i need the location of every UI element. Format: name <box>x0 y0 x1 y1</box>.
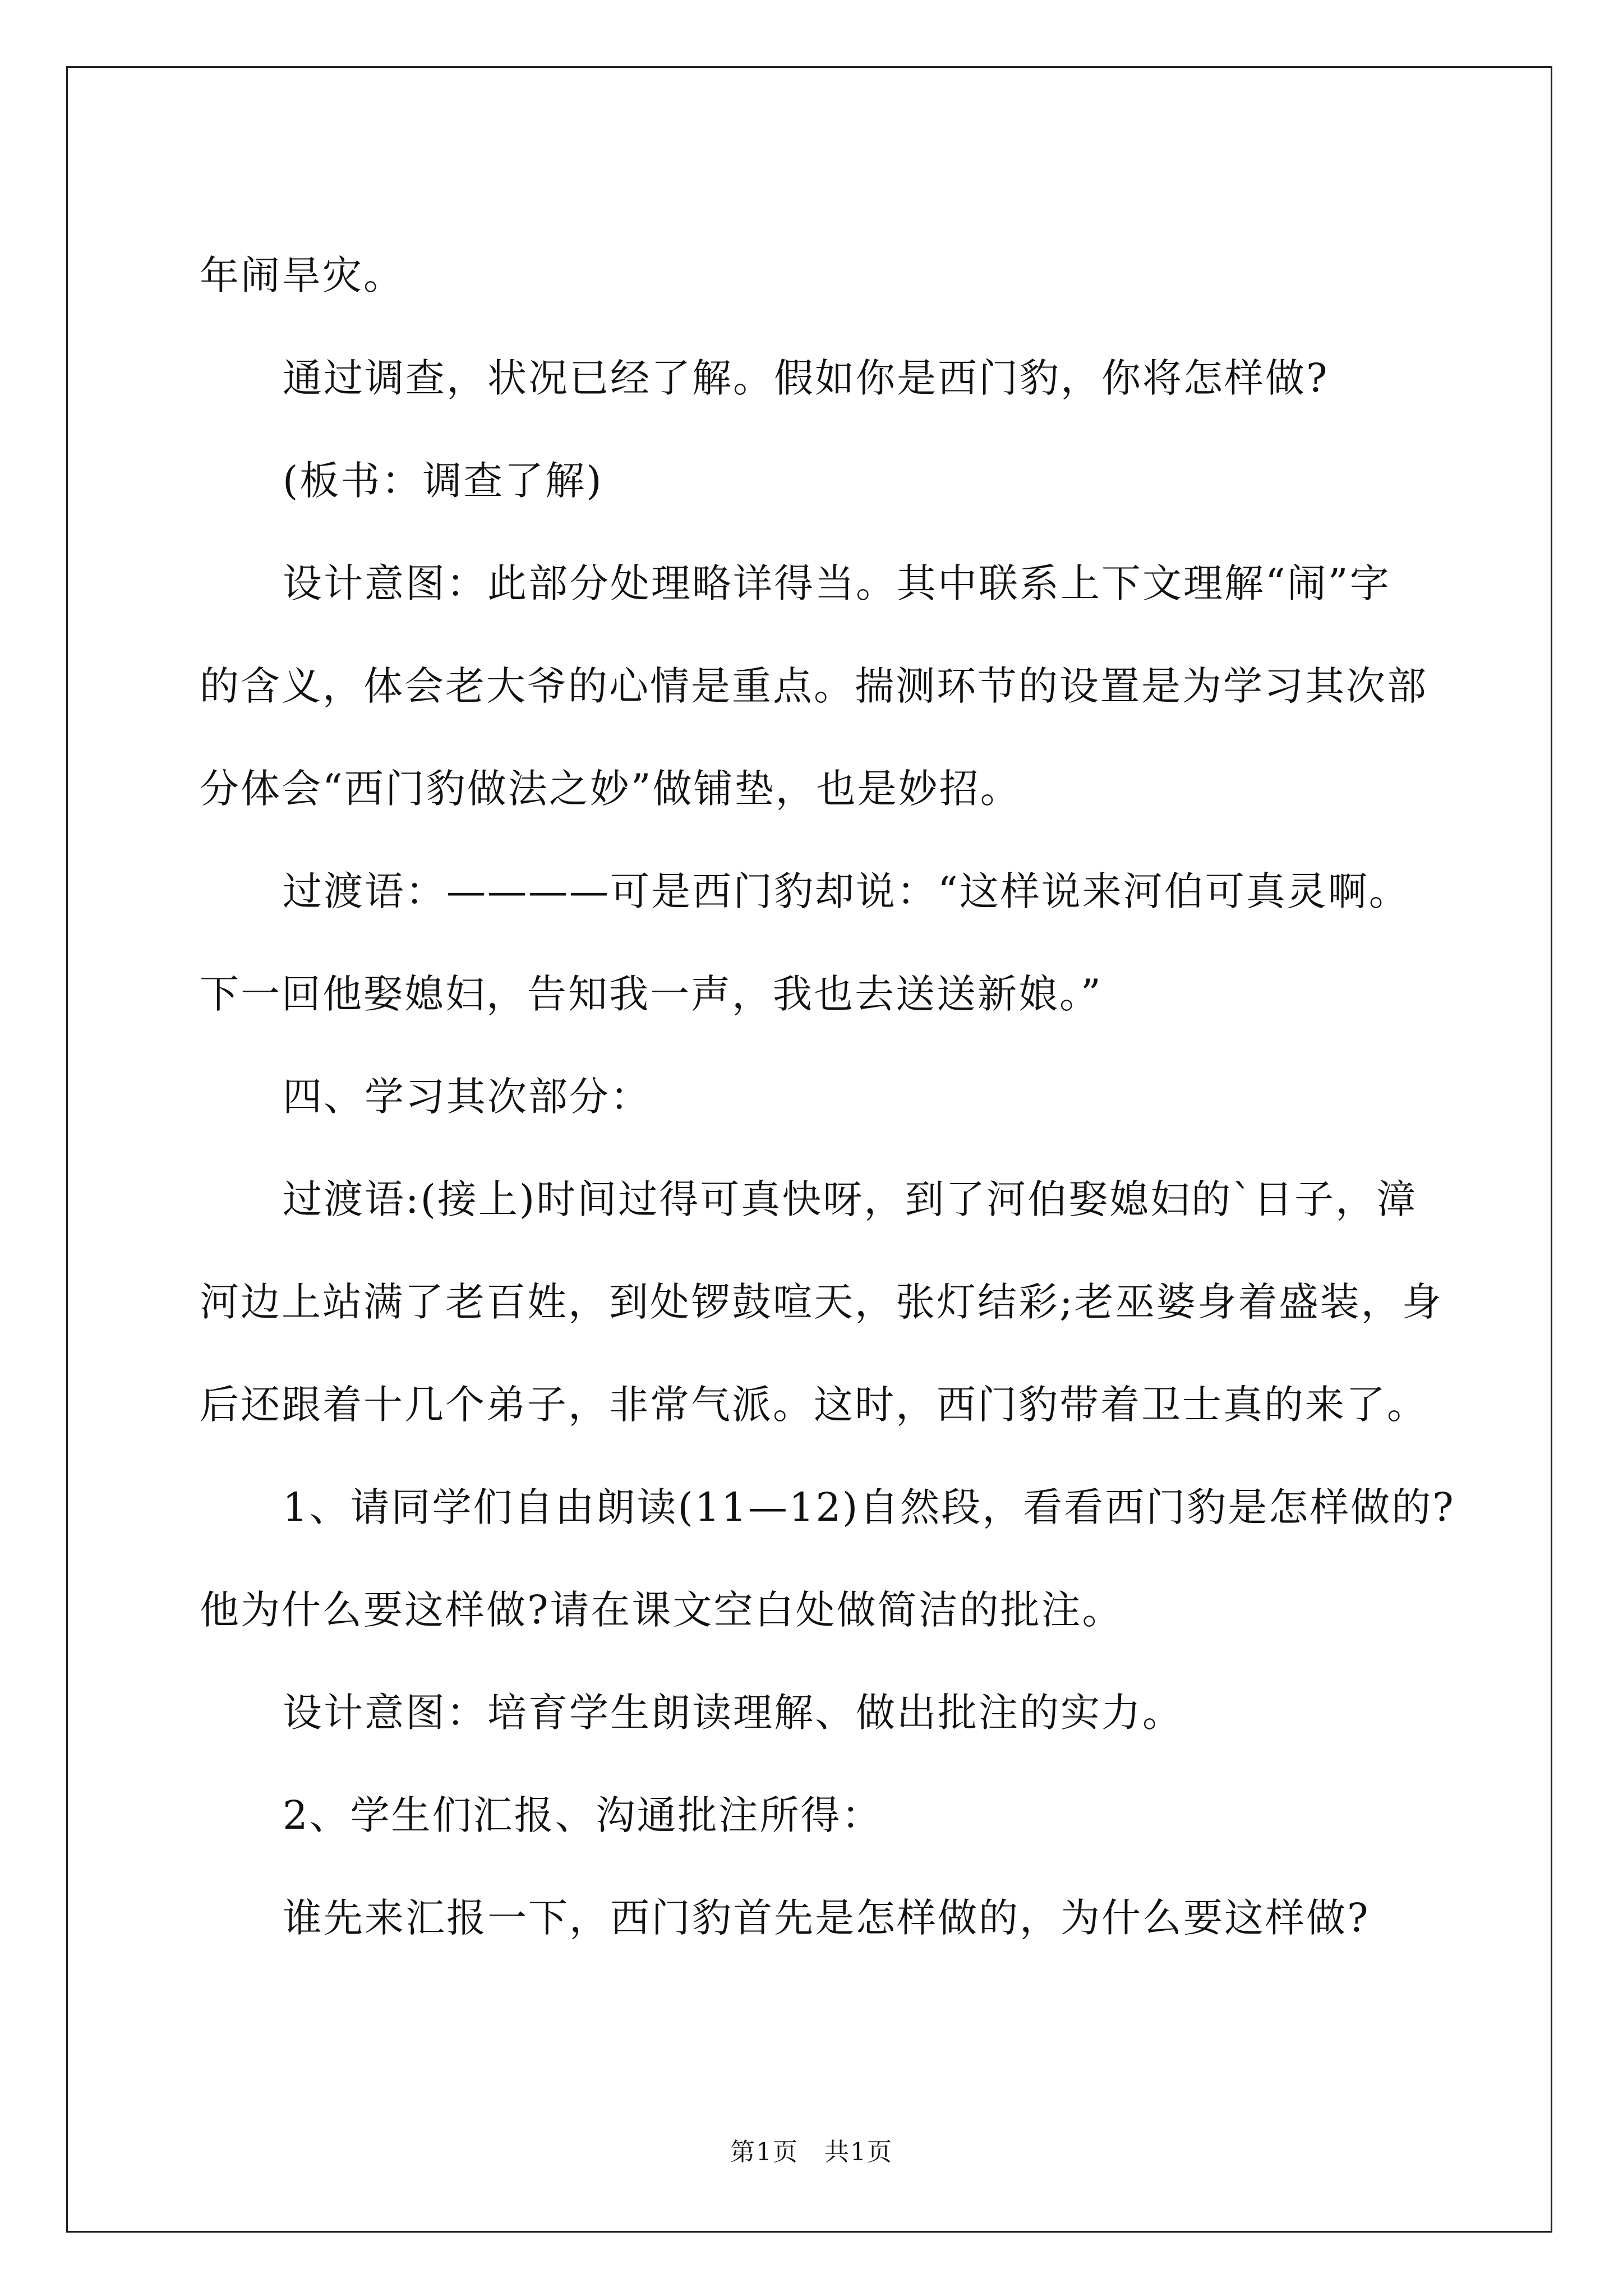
paragraph-line: 河边上站满了老百姓，到处锣鼓喧天，张灯结彩;老巫婆身着盛装，身 <box>200 1279 1443 1325</box>
paragraph-line: 过渡语:(接上)时间过得可真快呀，到了河伯娶媳妇的`日子，漳 <box>283 1176 1418 1222</box>
page-number-footer: 第1页 共1页 <box>730 2138 893 2166</box>
paragraph-line: 后还跟着十几个弟子，非常气派。这时，西门豹带着卫士真的来了。 <box>200 1382 1428 1428</box>
paragraph-line: 1、请同学们自由朗读(11—12)自然段，看看西门豹是怎样做的? <box>283 1484 1455 1530</box>
paragraph-line: 下一回他娶媳妇，告知我一声，我也去送送新娘。” <box>200 971 1103 1017</box>
document-body <box>200 224 1455 1970</box>
paragraph-line: 的含义，体会老大爷的心情是重点。揣测环节的设置是为学习其次部 <box>200 663 1428 709</box>
paragraph-line: 设计意图：培育学生朗读理解、做出批注的实力。 <box>283 1690 1183 1736</box>
paragraph-line: 通过调查，状况已经了解。假如你是西门豹，你将怎样做? <box>283 355 1329 401</box>
paragraph-line: 分体会“西门豹做法之妙”做铺垫，也是妙招。 <box>200 766 1021 812</box>
section-heading: 四、学习其次部分： <box>283 1074 651 1120</box>
paragraph-line: 谁先来汇报一下，西门豹首先是怎样做的，为什么要这样做? <box>283 1895 1370 1941</box>
paragraph-line: 他为什么要这样做?请在课文空白处做简洁的批注。 <box>200 1587 1123 1633</box>
paragraph-line: 设计意图：此部分处理略详得当。其中联系上下文理解“闹”字 <box>283 560 1391 606</box>
paragraph-line: 2、学生们汇报、沟通批注所得： <box>283 1792 883 1838</box>
paragraph-line: 年闹旱灾。 <box>200 252 404 298</box>
paragraph-line: 过渡语：————可是西门豹却说：“这样说来河伯可真灵啊。 <box>283 868 1410 914</box>
paragraph-line: (板书：调查了解) <box>283 458 603 504</box>
